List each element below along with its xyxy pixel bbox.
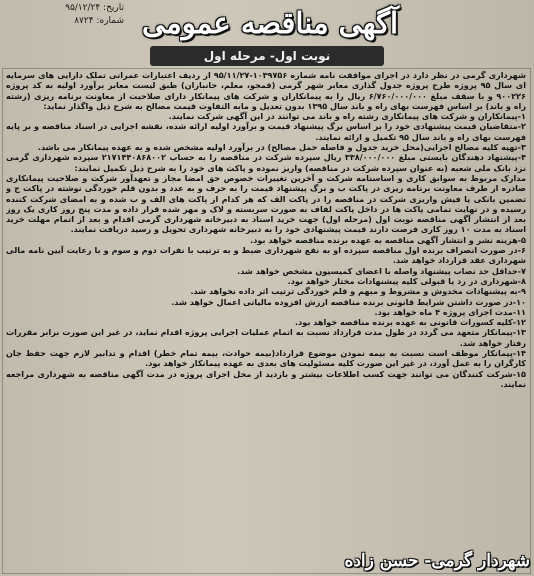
item-13: ۱۳-پیمانکار متعهد می گردد در طول مدت قرارداد نسبت به اتمام عملیات اجرایی پروژه اقدام نماید، در غیر این صورت برابر مقررات رفتار خواهد شد. [6, 327, 526, 348]
item-6: ۶-در صورت انصراف برنده اول مناقصه سپرده او به نفع شهرداری ضبط و به ترتیب با نفرات دوم و سوم و با رعایت آیین نامه مالی شهرداری عقد قرارداد خواهد شد. [6, 245, 526, 266]
reference-block [6, 2, 124, 28]
announcement-body [6, 70, 526, 546]
item-11: ۱۱-مدت اجرای پروژه ۴ ماه خواهد بود. [374, 306, 526, 317]
announcement-number: شماره: ۸۷۲۴ [74, 16, 124, 26]
item-5: ۵-هزینه نشر و انتشار آگهی مناقصه به عهده برنده مناقصه خواهد بود. [250, 234, 526, 245]
announcement-date: تاریخ: ۹۵/۱۲/۲۴ [65, 3, 124, 13]
item-4: ۴-پیشنهاد دهندگان بایستی مبلغ ۳۳۸/۰۰۰/۰۰۰ ریال سپرده شرکت در مناقصه را به حساب ۲۱۷۱۴۴۰۸۶۸۰۰۲ سپرده شهرداری گرمی نزد بانک ملی شعبه (به عنوان سپرده شرکت در مناقصه) واریز نموده و پاکت های خود را به شرح ذیل تکمیل نمایند: [6, 152, 526, 173]
signature-line: شهردار گرمی- حسن زاده [344, 551, 530, 571]
item-10: ۱۰-در صورت داشتن شرایط قانونی برنده مناقصه ارزش افزوده مالیاتی اعمال خواهد شد. [171, 296, 526, 307]
item-4-details: مدارک مربوط به سوابق کاری و اساسنامه شرکت و آخرین تغییرات خصوص حق امضا مجاز و تعهدآور شرکت و صلاحیت پیمانکاری صادره از طرف معاونت برنامه ریزی در پاکت ب و برگ پیشنهاد قیمت را به حرف و به عدد و بدون قلم خوردگی نوشته در پاکت ج و تضمین بانکی یا فیش واریزی شرکت در مناقصه را در پاکت الف که هر کدام از پاکت های الف و ب شده و به امضای شرکت کننده رسیده و در نهایت تمامی پاکت ها در داخل پاکت لفاف به صورت سربسته و لاک و مهر شده قرار داده و مدت پنج روز کاری یک روز بعد از انتشار آگهی مناقصه نوبت اول (مرحله اول) جهت خرید اسناد به دبیرخانه شهرداری گرمی اقدام و بعد از اتمام مهلت خرید اسناد به مدت ۱۰ روز کاری فرصت دارند قیمت پیشنهادی خود را به دبیرخانه شهرداری تحویل و رسید دریافت نمایند. [6, 172, 526, 235]
item-12: ۱۲-کلیه کسورات قانونی به عهده برنده مناقصه خواهد بود. [295, 317, 526, 328]
item-9: ۹-به پیشنهادات مخدوش و مشروط و مبهم و قلم خوردگی ترتیب اثر داده نخواهد شد. [190, 286, 526, 297]
intro-paragraph: شهرداری گرمی در نظر دارد در اجرای موافقت نامه شماره ۱۰۳۹۷۵۶-۹۵/۱۱/۲۷ از ردیف اعتبارات عمرانی تملک دارایی های سرمایه ای سال ۹۵ پروژه طرح پروژه جدول گذاری معابر شهر گرمی (قمجو، معلم، جانبازان) طبق لیست معابر برآورد اولیه به کد پروژه ۹۰۰۲۲۶ و با سقف مبلغ ۶/۷۶۰/۰۰۰/۰۰۰ ریال را به پیمانکاران و شرکت های پیمانکار دارای صلاحیت از معاونت برنامه ریزی (رشته راه و باند) بر اساس فهرست بهای راه و باند سال ۱۳۹۵ بدون تعدیل و مابه التفاوت قیمت مصالح به شرح ذیل واگذار نماید: [6, 70, 526, 111]
item-8: ۸-شهرداری در رد یا قبولی کلیه پیشنهادات مختار خواهد بود. [287, 275, 526, 286]
item-2: ۲-متقاضیان قیمت پیشنهادی خود را بر اساس برگ پیشنهاد قیمت و برآورد اولیه ارائه شده، نقشه اجرایی در اسناد مناقصه و بر پایه فهرست بهای راه و باند سال ۹۵ تکمیل و ارائه نمایند. [6, 121, 526, 142]
item-15: ۱۵-شرکت کنندگان می توانند جهت کسب اطلاعات بیشتر و بازدید از محل اجرای پروژه در مدت آگهی مناقصه به شهرداری مراجعه نمایند. [6, 368, 526, 389]
round-banner: نوبت اول- مرحله اول [150, 46, 384, 66]
page-title: آگهی مناقصه عمومی [141, 6, 399, 40]
item-14: ۱۴-پیمانکار موظف است نسبت به بیمه نمودن موضوع قرارداد(بیمه حوادث، بیمه تمام خطر) اقدام و تدابیر لازم جهت حفظ جان کارگران را به عمل آورد، در غیر این صورت کلیه مسئولیت های بعدی به عهده پیمانکار خواهد بود. [6, 348, 526, 369]
item-7: ۷-حداقل حد نصاب پیشنهاد واصله با اعضای کمیسیون مشخص خواهد شد. [237, 265, 526, 276]
item-1: ۱-پیمانکاران و شرکت های پیمانکاری رشته راه و باند می توانند در این آگهی شرکت نمایند. [168, 111, 526, 122]
item-3: ۳-تهیه کلیه مصالح اجرایی(محل خرید جدول و فاصله حمل مصالح) در برآورد اولیه مشخص شده و به عهده پیمانکار می باشد. [37, 142, 526, 153]
